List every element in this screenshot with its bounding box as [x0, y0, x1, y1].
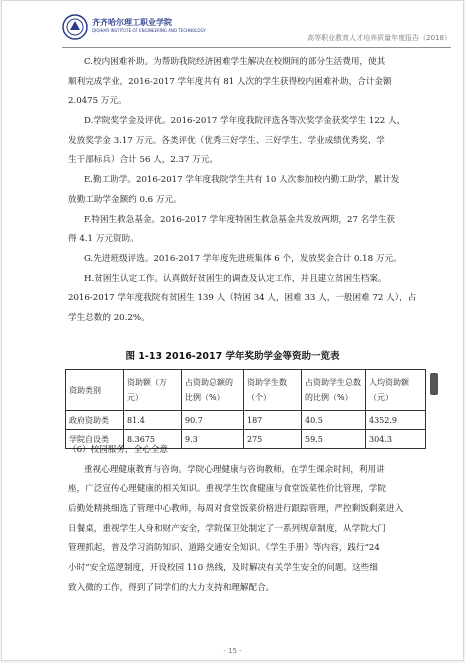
body-text — [68, 53, 422, 329]
table-cell: 政府资助类 — [66, 411, 124, 430]
table-cell: 90.7 — [182, 411, 244, 430]
paragraph-line: 致入微的工作，得到了同学们的大力支持和理解配合。 — [68, 582, 275, 593]
scroll-marker-tab[interactable] — [430, 373, 438, 395]
paragraph-line: D.学院奖学金及评优。2016-2017 学年度我院评选各等次奖学金获奖学生 122 人， — [84, 116, 406, 127]
table-header-cell: 资助学生数（个） — [244, 370, 302, 411]
paragraph-line: 得 4.1 万元资助。 — [68, 234, 139, 245]
paragraph-line: 发放奖学金 3.17 万元。各类评优（优秀三好学生、三好学生、学业成绩优秀奖、学 — [68, 135, 385, 146]
paragraph-line: 后勤处精挑细选了管理中心教师，每周对食堂饭菜价格进行跟踪管理，严控剩饭剩菜进入 — [68, 504, 404, 515]
table-header-cell: 占资助总额的比例（%） — [182, 370, 244, 411]
paragraph-line: C.校内困难补助。为帮助我院经济困难学生解决在校期间的部分生活费用，使其 — [84, 57, 386, 67]
table-cell: 4352.9 — [366, 411, 426, 430]
funding-table — [65, 369, 426, 449]
paragraph-line: 2016-2017 学年度我院有贫困生 139 人（特困 34 人，困难 33 人，一般困难 72 人），占 — [68, 293, 417, 304]
paragraph-line: F.特困生救急基金。2016-2017 学年度特困生救急基金共发放两期，27 名学生获 — [84, 214, 396, 225]
table-header-row — [66, 370, 426, 411]
school-logo-icon — [62, 14, 88, 40]
paragraph-line: 顺利完成学业，2016-2017 学年度共有 81 人次的学生获得校内困难补助，合计金额 — [68, 76, 392, 87]
table-cell: 59.5 — [302, 430, 366, 449]
paragraph-line: E.勤工助学。2016-2017 学年度我院学生共有 10 人次参加校内勤工助学，累计发 — [84, 175, 400, 186]
table-cell: 8.3675 — [124, 430, 182, 449]
table-cell: 275 — [244, 430, 302, 449]
table-caption: 图 1-13 2016-2017 学年奖助学金等资助一览表 — [125, 351, 340, 362]
table-cell: 304.3 — [366, 430, 426, 449]
paragraph-line: 放勤工助学金额约 0.6 万元。 — [68, 194, 182, 205]
paragraph-line: G.先进班级评选。2016-2017 学年度先进班集体 6 个，发放奖金合计 0.18 万元。 — [84, 253, 402, 264]
document-page — [1, 0, 464, 661]
campus-service-section — [68, 441, 422, 599]
section-heading: （6）校园服务，全心全意 — [68, 445, 168, 455]
table-header-cell: 人均资助额（元） — [366, 370, 426, 411]
table-header-cell: 占资助学生总数的比例（%） — [302, 370, 366, 411]
paragraph-line: 生干部标兵）合计 56 人，2.37 万元。 — [68, 155, 218, 166]
page-header — [62, 13, 451, 48]
paragraph-line: 座，广泛宣传心理健康的相关知识。重视学生饮食健康与食堂饭菜性价比管理，学院 — [68, 484, 386, 495]
page-number: - 15 - — [223, 647, 242, 655]
paragraph-line: 小时”安全巡逻制度，开设校园 110 热线，及时解决有关学生安全的问题。这些细 — [68, 563, 378, 574]
table-cell: 学院自设类 — [66, 430, 124, 449]
paragraph-line: 学生总数的 20.2%。 — [68, 312, 150, 323]
table-cell: 40.5 — [302, 411, 366, 430]
table-cell: 187 — [244, 411, 302, 430]
report-title: 高等职业教育人才培养质量年度报告（2018） — [307, 34, 451, 42]
table-row — [66, 411, 426, 430]
paragraph-line: H.贫困生认定工作。认真做好贫困生的调查及认定工作，并且建立贫困生档案。 — [84, 273, 387, 284]
school-name: 齐齐哈尔理工职业学院 — [92, 18, 172, 27]
paragraph-line: 2.0475 万元。 — [68, 96, 127, 107]
table-cell: 81.4 — [124, 411, 182, 430]
table-header-cell: 资助类别 — [66, 370, 124, 411]
table-cell: 9.3 — [182, 430, 244, 449]
paragraph-line: 管理抓起，普及学习消防知识、道路交通安全知识、《学生手册》等内容，践行“24 — [68, 543, 380, 554]
school-name-english: QIQIHAR INSTITUTE OF ENGINEERING AND TECHNOLOGY — [92, 28, 206, 33]
paragraph-line: 日餐桌，重视学生人身和财产安全，学院保卫处制定了一系列规章制度，从学院大门 — [68, 523, 386, 534]
table-header-cell: 资助额（万元） — [124, 370, 182, 411]
paragraph-line: 重视心理健康教育与咨询。学院心理健康与咨询教师，在学生课余时间，利用讲 — [84, 464, 385, 475]
